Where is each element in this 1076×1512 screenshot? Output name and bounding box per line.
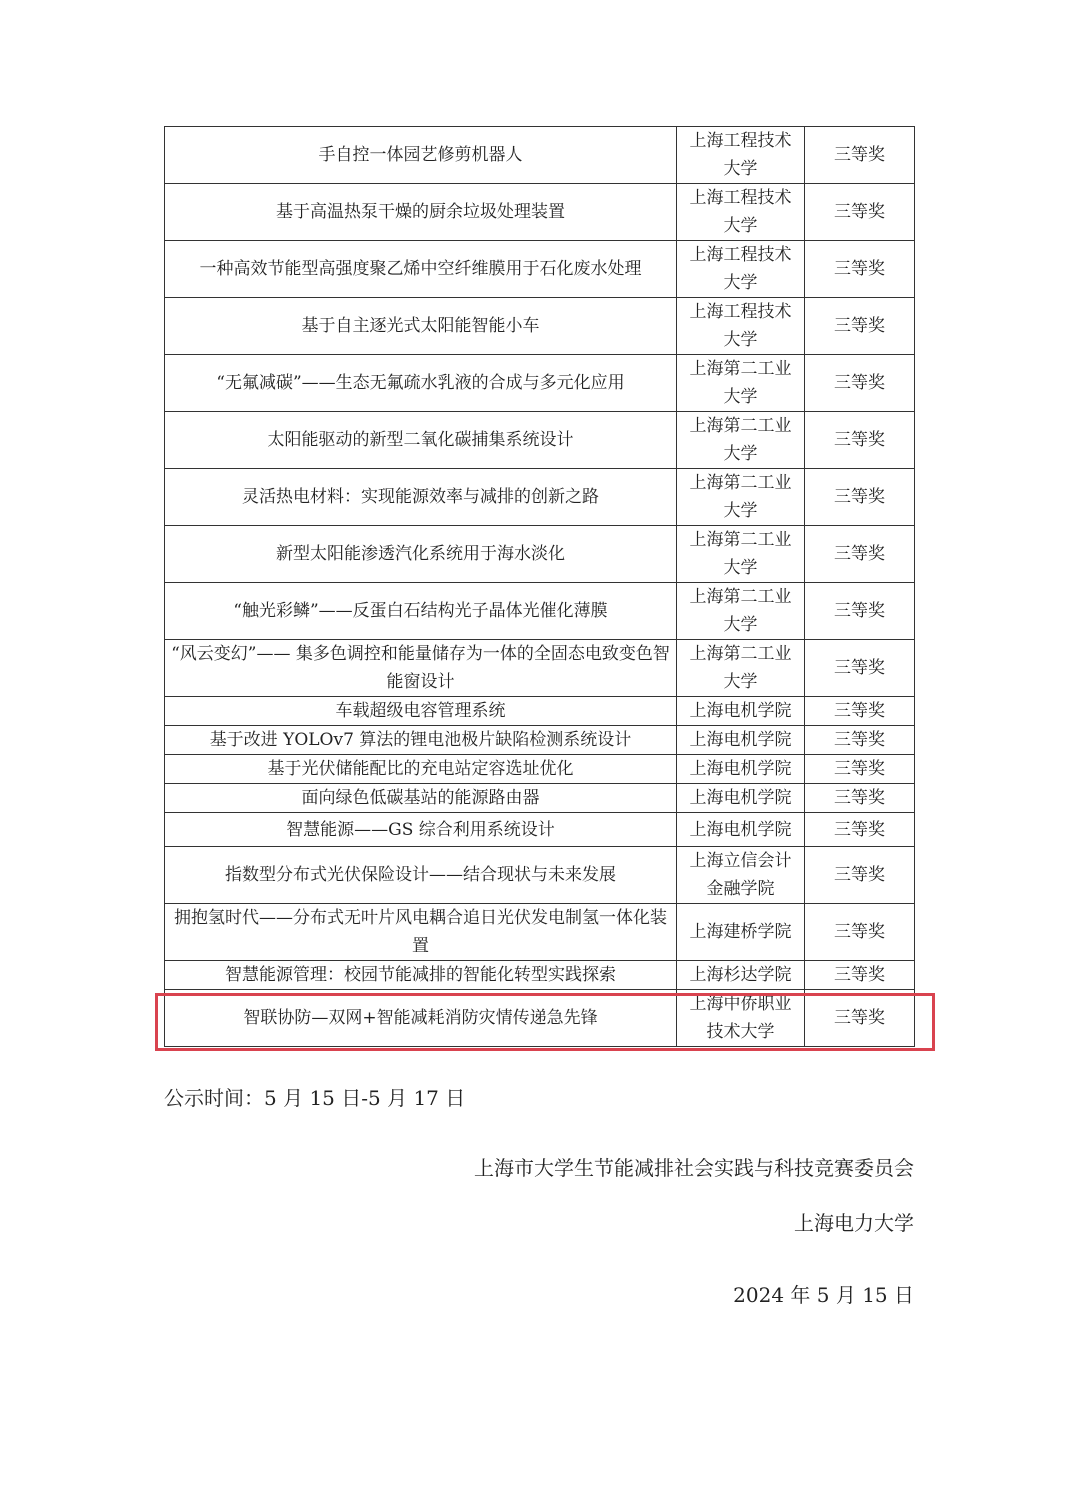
school-name: 上海第二工业大学 bbox=[677, 526, 805, 583]
table-row-highlighted bbox=[165, 990, 915, 1047]
prize-level: 三等奖 bbox=[805, 640, 915, 697]
prize-level: 三等奖 bbox=[805, 127, 915, 184]
school-name: 上海电机学院 bbox=[677, 697, 805, 726]
prize-level: 三等奖 bbox=[805, 697, 915, 726]
project-title: 面向绿色低碳基站的能源路由器 bbox=[165, 784, 677, 813]
organizer-committee: 上海市大学生节能减排社会实践与科技竞赛委员会 bbox=[474, 1156, 914, 1180]
school-name: 上海工程技术大学 bbox=[677, 184, 805, 241]
notice-period: 公示时间：5 月 15 日-5 月 17 日 bbox=[164, 1086, 466, 1110]
project-title: 智慧能源管理：校园节能减排的智能化转型实践探索 bbox=[165, 961, 677, 990]
table-row bbox=[165, 640, 915, 697]
prize-level: 三等奖 bbox=[805, 784, 915, 813]
prize-level: 三等奖 bbox=[805, 961, 915, 990]
project-title: 基于光伏储能配比的充电站定容选址优化 bbox=[165, 755, 677, 784]
project-title: 拥抱氢时代——分布式无叶片风电耦合追日光伏发电制氢一体化装置 bbox=[165, 904, 677, 961]
project-title: 智联协防—双网+智能减耗消防灾情传递急先锋 bbox=[165, 990, 677, 1047]
school-name: 上海中侨职业技术大学 bbox=[677, 990, 805, 1047]
project-title: 灵活热电材料：实现能源效率与减排的创新之路 bbox=[165, 469, 677, 526]
prize-level: 三等奖 bbox=[805, 412, 915, 469]
project-title: 车载超级电容管理系统 bbox=[165, 697, 677, 726]
project-title: 新型太阳能渗透汽化系统用于海水淡化 bbox=[165, 526, 677, 583]
project-title: “触光彩鳞”——反蛋白石结构光子晶体光催化薄膜 bbox=[165, 583, 677, 640]
table-row bbox=[165, 526, 915, 583]
project-title: “风云变幻”—— 集多色调控和能量储存为一体的全固态电致变色智能窗设计 bbox=[165, 640, 677, 697]
prize-level: 三等奖 bbox=[805, 813, 915, 847]
table-row bbox=[165, 127, 915, 184]
school-name: 上海工程技术大学 bbox=[677, 127, 805, 184]
table-row bbox=[165, 961, 915, 990]
awards-table bbox=[164, 126, 915, 1047]
organizer-university: 上海电力大学 bbox=[794, 1211, 914, 1235]
prize-level: 三等奖 bbox=[805, 904, 915, 961]
school-name: 上海第二工业大学 bbox=[677, 640, 805, 697]
school-name: 上海电机学院 bbox=[677, 726, 805, 755]
school-name: 上海工程技术大学 bbox=[677, 298, 805, 355]
table-row bbox=[165, 726, 915, 755]
table-row bbox=[165, 469, 915, 526]
table-row bbox=[165, 904, 915, 961]
school-name: 上海第二工业大学 bbox=[677, 355, 805, 412]
table-row bbox=[165, 355, 915, 412]
table-row bbox=[165, 847, 915, 904]
prize-level: 三等奖 bbox=[805, 469, 915, 526]
project-title: 手自控一体园艺修剪机器人 bbox=[165, 127, 677, 184]
project-title: 基于高温热泵干燥的厨余垃圾处理装置 bbox=[165, 184, 677, 241]
project-title: 智慧能源——GS 综合利用系统设计 bbox=[165, 813, 677, 847]
prize-level: 三等奖 bbox=[805, 298, 915, 355]
prize-level: 三等奖 bbox=[805, 526, 915, 583]
school-name: 上海第二工业大学 bbox=[677, 469, 805, 526]
project-title: “无氟减碳”——生态无氟疏水乳液的合成与多元化应用 bbox=[165, 355, 677, 412]
school-name: 上海电机学院 bbox=[677, 784, 805, 813]
table-row bbox=[165, 241, 915, 298]
school-name: 上海工程技术大学 bbox=[677, 241, 805, 298]
school-name: 上海第二工业大学 bbox=[677, 412, 805, 469]
issue-date: 2024 年 5 月 15 日 bbox=[733, 1283, 914, 1307]
prize-level: 三等奖 bbox=[805, 184, 915, 241]
school-name: 上海杉达学院 bbox=[677, 961, 805, 990]
project-title: 指数型分布式光伏保险设计——结合现状与未来发展 bbox=[165, 847, 677, 904]
table-row bbox=[165, 784, 915, 813]
prize-level: 三等奖 bbox=[805, 355, 915, 412]
table-row bbox=[165, 583, 915, 640]
table-row bbox=[165, 298, 915, 355]
project-title: 基于自主逐光式太阳能智能小车 bbox=[165, 298, 677, 355]
project-title: 基于改进 YOLOv7 算法的锂电池极片缺陷检测系统设计 bbox=[165, 726, 677, 755]
prize-level: 三等奖 bbox=[805, 583, 915, 640]
project-title: 太阳能驱动的新型二氧化碳捕集系统设计 bbox=[165, 412, 677, 469]
school-name: 上海立信会计金融学院 bbox=[677, 847, 805, 904]
prize-level: 三等奖 bbox=[805, 990, 915, 1047]
school-name: 上海第二工业大学 bbox=[677, 583, 805, 640]
table-row bbox=[165, 184, 915, 241]
prize-level: 三等奖 bbox=[805, 755, 915, 784]
school-name: 上海电机学院 bbox=[677, 813, 805, 847]
school-name: 上海建桥学院 bbox=[677, 904, 805, 961]
prize-level: 三等奖 bbox=[805, 847, 915, 904]
table-row bbox=[165, 697, 915, 726]
prize-level: 三等奖 bbox=[805, 241, 915, 298]
table-row bbox=[165, 755, 915, 784]
project-title: 一种高效节能型高强度聚乙烯中空纤维膜用于石化废水处理 bbox=[165, 241, 677, 298]
prize-level: 三等奖 bbox=[805, 726, 915, 755]
table-row bbox=[165, 813, 915, 847]
school-name: 上海电机学院 bbox=[677, 755, 805, 784]
table-row bbox=[165, 412, 915, 469]
